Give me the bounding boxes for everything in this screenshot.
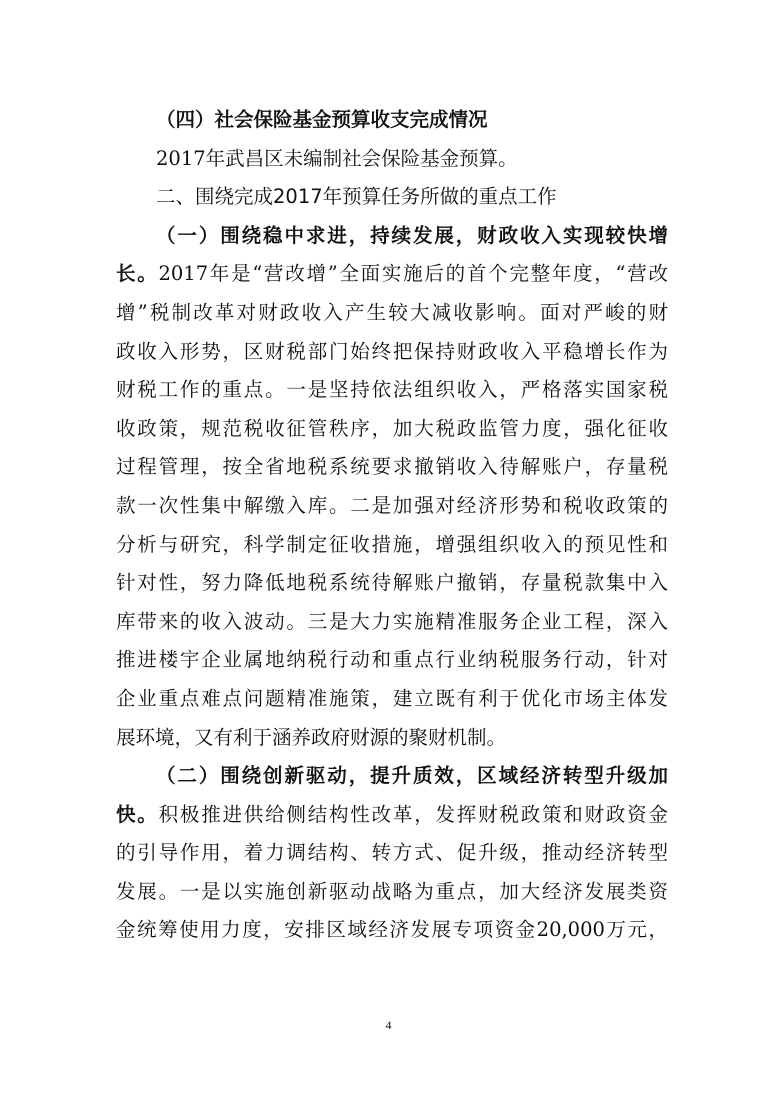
- section1-line-8: 款一次性集中解缴入库。二是加强对经济形势和税收政策的: [116, 493, 668, 517]
- section2-line-2: [116, 796, 668, 835]
- section1-line-6: 收政策，规范税收征管秩序，加大税政监管力度，强化征收: [116, 416, 668, 440]
- section1-line-5: 财税工作的重点。一是坚持依法组织收入，严格落实国家税: [116, 378, 668, 402]
- section1-line-2: [116, 255, 668, 294]
- section1-line-7: 过程管理，按全省地税系统要求撤销收入待解账户，存量税: [116, 455, 668, 479]
- section1-line-11: 库带来的收入波动。三是大力实施精准服务企业工程，深入: [116, 609, 668, 633]
- section1-title-end: 长。: [116, 262, 159, 286]
- document-body: [116, 101, 668, 950]
- section2-title: （二）围绕创新驱动，提升质效，区域经济转型升级加: [156, 764, 668, 788]
- section2-line-5: 金统筹使用力度，安排区域经济发展专项资金20,000万元，: [116, 918, 668, 942]
- section2-line-1: [116, 757, 668, 796]
- section1-line-4: 政收入形势，区财税部门始终把保持财政收入平稳增长作为: [116, 339, 668, 363]
- section1-line-3: 增”税制改革对财政收入产生较大减收影响。面对严峻的财: [116, 300, 668, 324]
- section1-text-start: 2017年是“营改增”全面实施后的首个完整年度，“营改: [158, 262, 668, 286]
- section1-line-13: 企业重点难点问题精准施策，建立既有利于优化市场主体发: [116, 686, 668, 710]
- paragraph-social-insurance: 2017年武昌区未编制社会保险基金预算。: [156, 146, 518, 170]
- heading-key-work: 二、围绕完成2017年预算任务所做的重点工作: [156, 185, 557, 209]
- section1-line-14: 展环境，又有利于涵养政府财源的聚财机制。: [116, 725, 507, 749]
- section2-line-3: 的引导作用，着力调结构、转方式、促升级，推动经济转型: [116, 841, 668, 865]
- section1-line-10: 针对性，努力降低地税系统待解账户撤销，存量税款集中入: [116, 571, 668, 595]
- section1-line-9: 分析与研究，科学制定征收措施，增强组织收入的预见性和: [116, 532, 668, 556]
- section1-line-1: [116, 217, 668, 256]
- section2-line-4: 发展。一是以实施创新驱动战略为重点，加大经济发展类资: [116, 879, 668, 903]
- section1-line-12: 推进楼宇企业属地纳税行动和重点行业纳税服务行动，针对: [116, 648, 668, 672]
- section1-title: （一）围绕稳中求进，持续发展，财政收入实现较快增: [156, 223, 668, 247]
- page-number: 4: [385, 1018, 392, 1032]
- heading-social-insurance-fund: （四）社会保险基金预算收支完成情况: [156, 108, 488, 131]
- section2-title-end: 快。: [116, 802, 159, 826]
- section2-text-start: 积极推进供给侧结构性改革，发挥财税政策和财政资金: [158, 802, 668, 826]
